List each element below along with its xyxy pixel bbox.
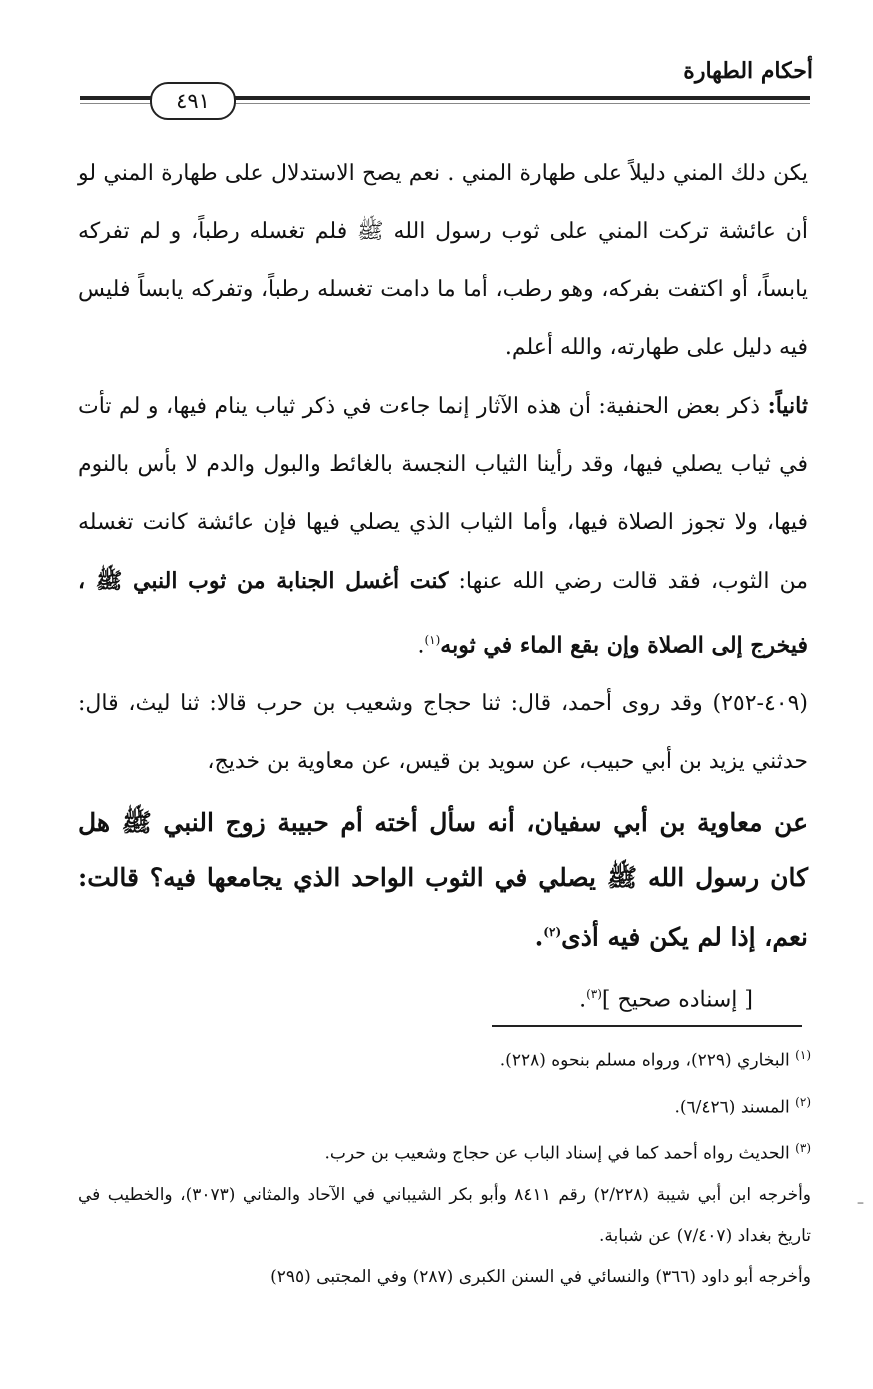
footnote-2-text: المسند (٦/٤٢٦). — [674, 1097, 796, 1118]
footnote-3-number: (٣) — [795, 1141, 811, 1156]
footnote-ref-3: (٣) — [586, 986, 602, 1001]
footnote-1 — [78, 1035, 811, 1082]
footnote-ref-1: (١) — [424, 633, 441, 647]
footnote-2-number: (٢) — [795, 1094, 811, 1109]
hadith-end: . — [534, 922, 544, 952]
margin-mark: – — [857, 1195, 864, 1211]
paragraph-2-lead: ثانياً: — [767, 393, 808, 419]
footnote-3 — [78, 1128, 811, 1175]
main-text — [78, 145, 808, 1029]
footnote-1-text: البخاري (٢٢٩)، ورواه مسلم بنحوه (٢٢٨). — [499, 1050, 796, 1071]
footnote-3-text: الحديث رواه أحمد كما في إسناد الباب عن حجاج وشعيب بن حرب. — [324, 1143, 796, 1164]
page-number: ٤٩١ — [150, 82, 236, 120]
paragraph-2-text: ذكر بعض الحنفية: أن هذه الآثار إنما جاءت في ذكر ثياب ينام فيها، و لم تأت في ثياب يصلي فيها، وقد رأينا الثياب النجسة بالغائط والبول والدم لا بأس بالنوم فيها، ولا تجوز الصلاة فيها، وأما الثياب الذي يصلي فيها فإن عائشة كانت تغسله من الثوب، فقد قالت رضي الله عنها: — [78, 394, 808, 594]
isnad-grade — [78, 965, 808, 1029]
paragraph-2-quote: كنت أغسل الجنابة من ثوب النبي ﷺ ، فيخرج إلى الصلاة وإن بقع الماء في ثوبه — [78, 568, 808, 659]
hadith-body: عن معاوية بن أبي سفيان، أنه سأل أخته أم حبيبة زوج النبي ﷺ هل كان رسول الله ﷺ يصلي في الثوب الواحد الذي يجامعها فيه؟ قالت: نعم، إذا لم يكن فيه أذى — [78, 808, 808, 952]
footnote-2 — [78, 1082, 811, 1129]
paragraph-1: يكن دلك المني دليلاً على طهارة المني . نعم يصح الاستدلال على طهارة المني لو أن عائشة تركت المني على ثوب رسول الله ﷺ فلم تغسله رطباً، و لم تفركه يابساً، أو اكتفت بفركه، وهو رطب، أما ما دامت تغسله رطباً، وتفركه يابساً فليس فيه دليل على طهارته، والله أعلم. — [78, 161, 808, 360]
grade-end: . — [579, 986, 587, 1012]
hadith-text — [78, 795, 808, 964]
grade-text: [ إسناده صحيح ] — [601, 986, 753, 1012]
paragraph-2 — [78, 377, 808, 675]
paragraph-3-isnad: (٤٠٩-٢٥٢) وقد روى أحمد، قال: ثنا حجاج وشعيب بن حرب قالا: ثنا ليث، قال: حدثني يزيد بن أبي حبيب، عن سويد بن قيس، عن معاوية بن خديج، — [78, 691, 808, 775]
footnote-1-number: (١) — [795, 1048, 811, 1062]
footnotes — [78, 1035, 811, 1298]
footnote-3-continuation-1: وأخرجه ابن أبي شيبة (٢/٢٢٨) رقم ٨٤١١ وأبو بكر الشيباني في الآحاد والمثاني (٣٠٧٣)، والخطيب في تاريخ بغداد (٧/٤٠٧) عن شبابة. — [78, 1184, 812, 1246]
paragraph-2-end: . — [417, 633, 425, 659]
footnote-3-continuation-2: وأخرجه أبو داود (٣٦٦) والنسائي في السنن الكبرى (٢٨٧) وفي المجتبى (٢٩٥) — [270, 1266, 811, 1287]
footnote-separator — [492, 1025, 802, 1027]
footnote-ref-2: (٢) — [543, 925, 562, 940]
running-head-title: أحكام الطهارة — [683, 58, 813, 84]
